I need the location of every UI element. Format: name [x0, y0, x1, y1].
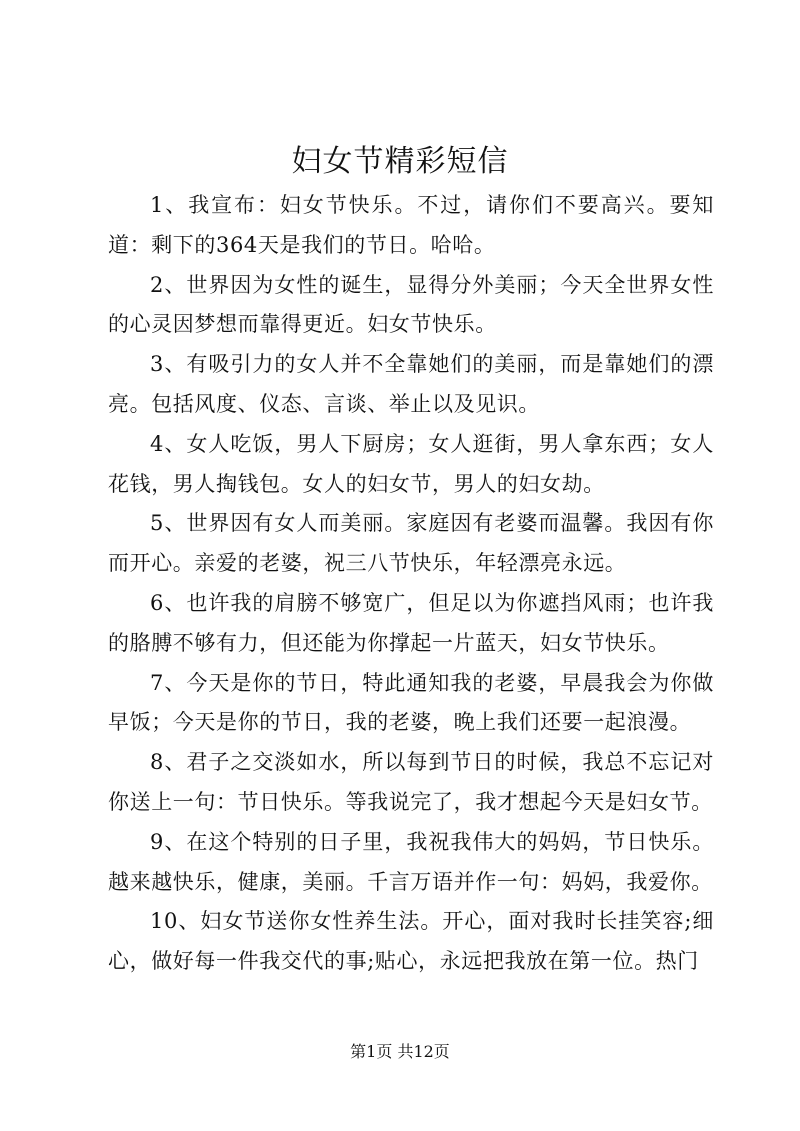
- document-body: [108, 186, 714, 982]
- paragraph-3: 3、有吸引力的女人并不全靠她们的美丽，而是靠她们的漂亮。包括风度、仪态、言谈、举止以及见识。: [108, 352, 714, 416]
- page-footer: 第1页 共12页: [350, 1042, 450, 1061]
- paragraph-9: 9、在这个特别的日子里，我祝我伟大的妈妈，节日快乐。越来越快乐，健康，美丽。千言万语并作一句：妈妈，我爱你。: [108, 829, 714, 894]
- paragraph-2: 2、世界因为女性的诞生，显得分外美丽；今天全世界女性的心灵因梦想而靠得更近。妇女节快乐。: [108, 272, 714, 337]
- page-title: 妇女节精彩短信: [291, 144, 509, 179]
- paragraph-7: 7、今天是你的节日，特此通知我的老婆，早晨我会为你做早饭；今天是你的节日，我的老婆，晚上我们还要一起浪漫。: [108, 670, 714, 735]
- paragraph-6: 6、也许我的肩膀不够宽广，但足以为你遮挡风雨；也许我的胳膊不够有力，但还能为你撑起一片蓝天，妇女节快乐。: [108, 590, 714, 655]
- paragraph-1: 1、我宣布：妇女节快乐。不过，请你们不要高兴。要知道：剩下的364天是我们的节日。哈哈。: [108, 193, 714, 257]
- paragraph-5: 5、世界因有女人而美丽。家庭因有老婆而温馨。我因有你而开心。亲爱的老婆，祝三八节快乐，年轻漂亮永远。: [108, 511, 714, 576]
- paragraph-8: 8、君子之交淡如水，所以每到节日的时候，我总不忘记对你送上一句：节日快乐。等我说完了，我才想起今天是妇女节。: [108, 750, 714, 814]
- paragraph-4: 4、女人吃饭，男人下厨房；女人逛街，男人拿东西；女人花钱，男人掏钱包。女人的妇女节，男人的妇女劫。: [108, 431, 714, 496]
- paragraph-10: 10、妇女节送你女性养生法。开心，面对我时长挂笑容;细心，做好每一件我交代的事;贴心，永远把我放在第一位。热门: [108, 909, 714, 974]
